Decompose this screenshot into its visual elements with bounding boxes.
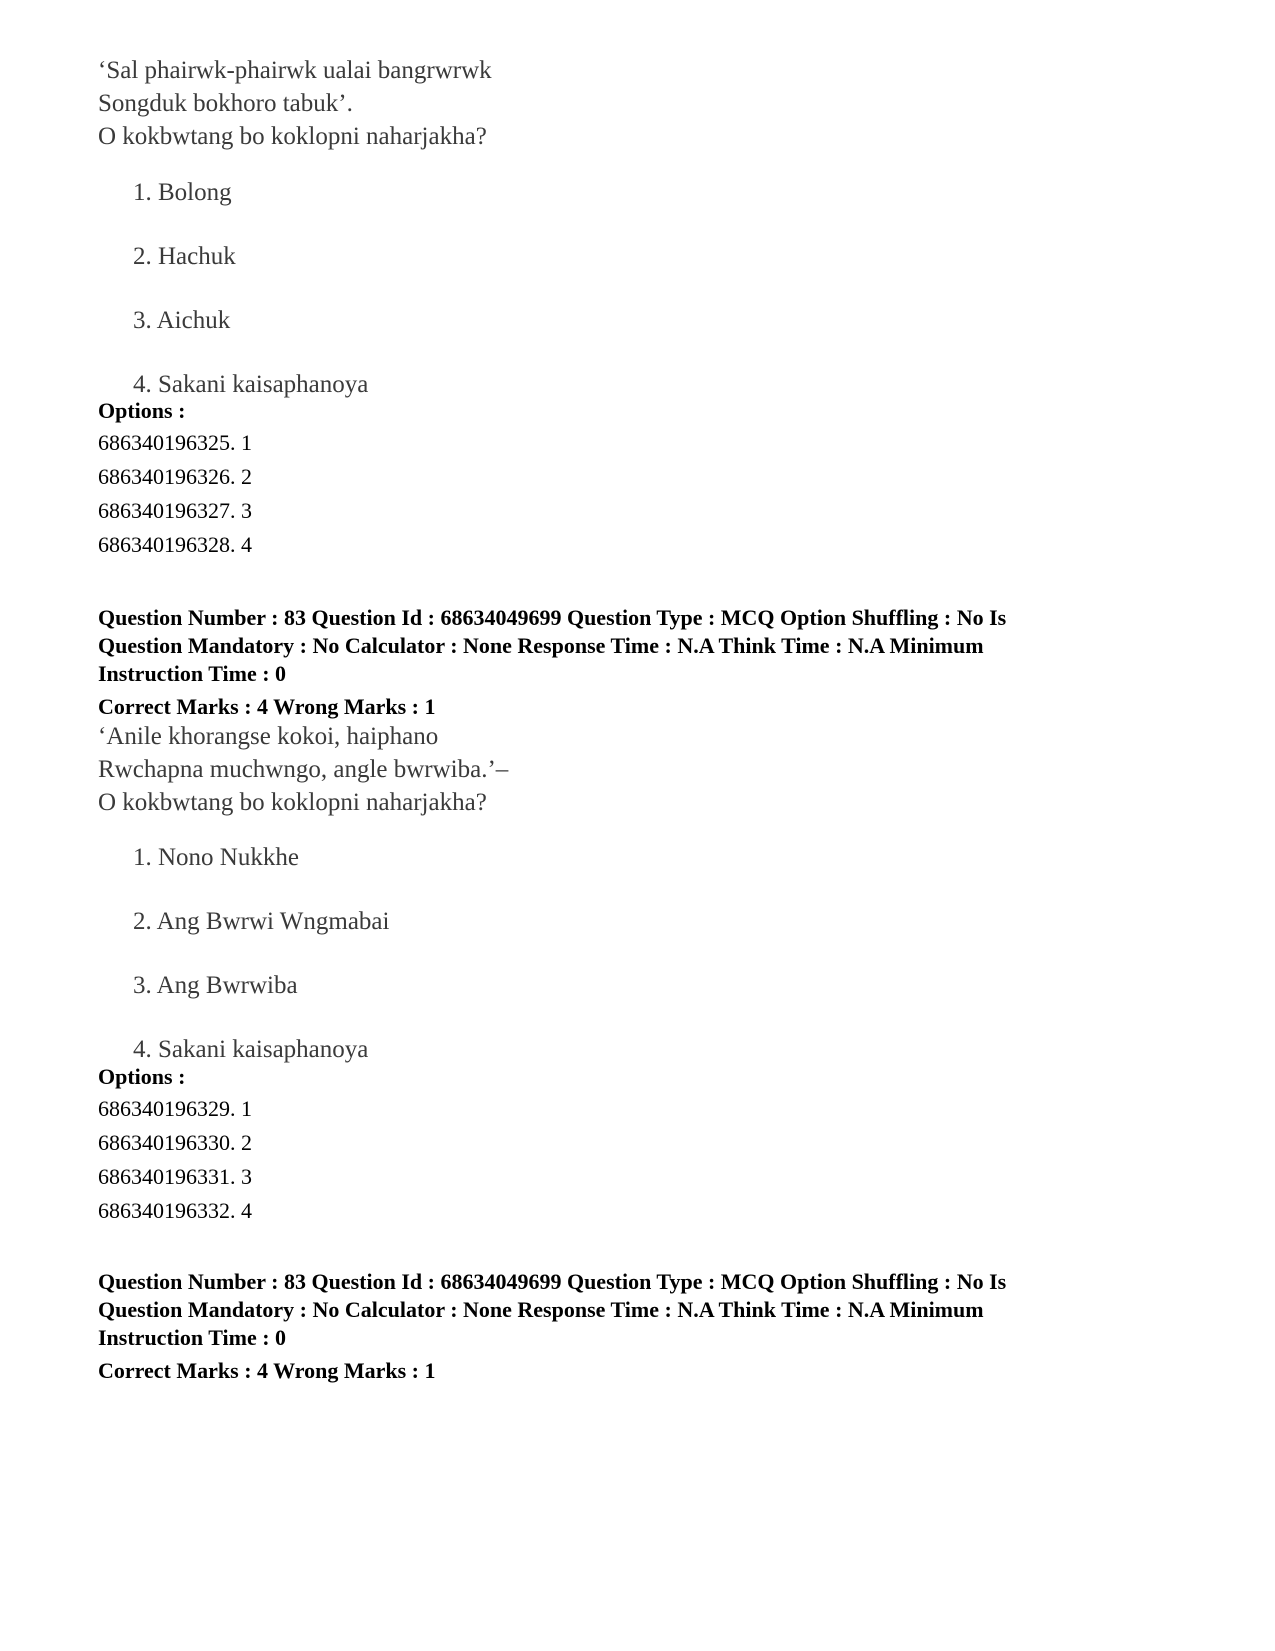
option-row: 686340196328. 4 <box>98 532 252 557</box>
question-line: O kokbwtang bo koklopni naharjakha? <box>98 123 487 150</box>
option-row: 686340196332. 4 <box>98 1198 252 1223</box>
choice-item: 1. Bolong <box>133 179 232 206</box>
question-text-block-1 <box>98 54 492 153</box>
option-row: 686340196327. 3 <box>98 498 252 523</box>
option-row: 686340196330. 2 <box>98 1130 252 1155</box>
question-line: O kokbwtang bo koklopni naharjakha? <box>98 789 487 816</box>
options-label: Options : <box>98 1064 186 1089</box>
choice-item: 4. Sakani kaisaphanoya <box>133 1036 369 1063</box>
choice-item: 2. Hachuk <box>133 243 236 270</box>
choice-item: 3. Aichuk <box>133 307 231 334</box>
question-meta-block-2 <box>98 604 1188 722</box>
options-block-2 <box>98 1062 252 1228</box>
question-meta-block-3 <box>98 1268 1188 1386</box>
choice-item: 2. Ang Bwrwi Wngmabai <box>133 908 390 935</box>
marks-line: Correct Marks : 4 Wrong Marks : 1 <box>98 1358 436 1383</box>
option-row: 686340196329. 1 <box>98 1096 252 1121</box>
options-block-1 <box>98 396 252 562</box>
options-label: Options : <box>98 398 186 423</box>
question-line: ‘Sal phairwk-phairwk ualai bangrwrwk <box>98 57 492 84</box>
question-meta-line: Question Number : 83 Question Id : 68634049699 Question Type : MCQ Option Shuffling : No Is <box>98 1269 1007 1294</box>
option-row: 686340196325. 1 <box>98 430 252 455</box>
choice-item: 3. Ang Bwrwiba <box>133 972 298 999</box>
choice-list-2 <box>98 843 389 1099</box>
choice-item: 1. Nono Nukkhe <box>133 844 299 871</box>
question-line: ‘Anile khorangse kokoi, haiphano <box>98 723 439 750</box>
question-line: Rwchapna muchwngo, angle bwrwiba.’– <box>98 756 509 783</box>
question-meta-line: Question Mandatory : No Calculator : None Response Time : N.A Think Time : N.A Minimum <box>98 1297 984 1322</box>
question-text-block-2 <box>98 720 508 819</box>
question-meta-line: Instruction Time : 0 <box>98 1325 287 1350</box>
question-meta-line: Question Number : 83 Question Id : 68634049699 Question Type : MCQ Option Shuffling : No Is <box>98 605 1007 630</box>
choice-item: 4. Sakani kaisaphanoya <box>133 371 369 398</box>
option-row: 686340196326. 2 <box>98 464 252 489</box>
question-meta-line: Question Mandatory : No Calculator : None Response Time : N.A Think Time : N.A Minimum <box>98 633 984 658</box>
question-meta-line: Instruction Time : 0 <box>98 661 287 686</box>
marks-line: Correct Marks : 4 Wrong Marks : 1 <box>98 694 436 719</box>
option-row: 686340196331. 3 <box>98 1164 252 1189</box>
question-line: Songduk bokhoro tabuk’. <box>98 90 353 117</box>
